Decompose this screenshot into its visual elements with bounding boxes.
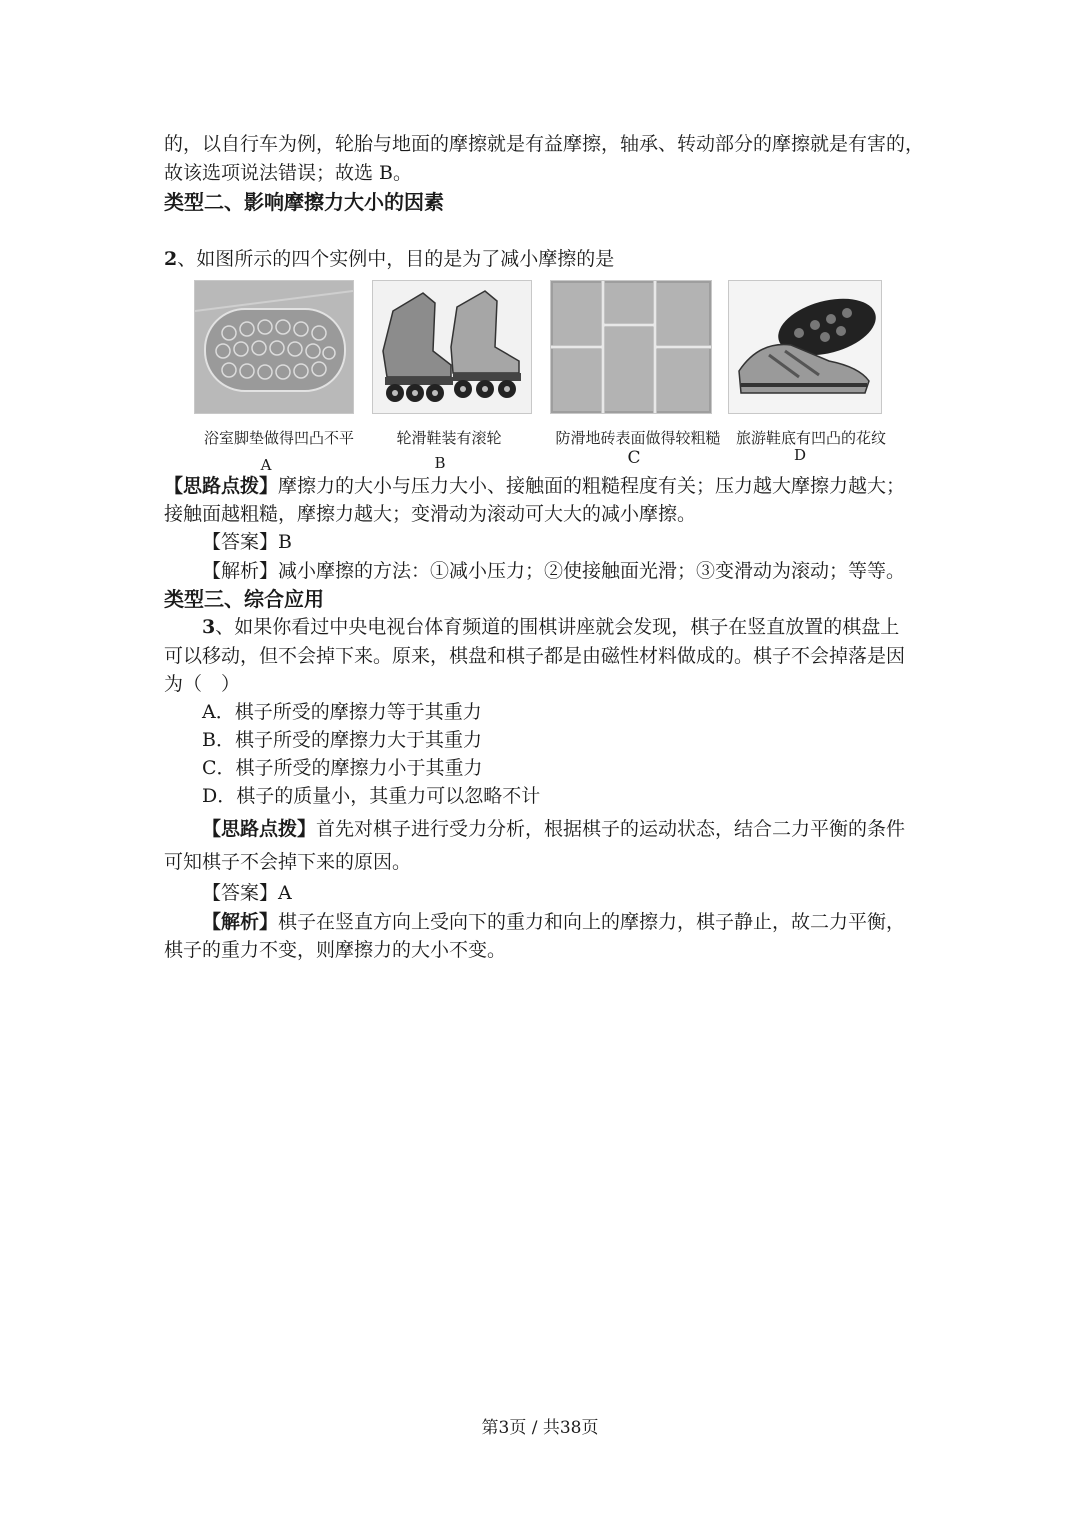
option-b: B．棋子所受的摩擦力大于其重力: [202, 729, 482, 751]
question-2: [164, 245, 924, 273]
caption-c: 防滑地砖表面做得较粗糙: [555, 429, 721, 447]
question-number: 2: [164, 248, 178, 270]
explanation-3-line2: 棋子的重力不变，则摩擦力的大小不变。: [164, 939, 507, 961]
answer-2: 【答案】B: [202, 531, 292, 553]
tip-2-line2: 接触面越粗糙，摩擦力越大；变滑动为滚动可大大的减小摩擦。: [164, 503, 697, 525]
question-2-figure: [190, 280, 890, 474]
explanation-tag: 【解析】: [202, 911, 279, 933]
caption-b: 轮滑鞋装有滚轮: [396, 429, 502, 447]
option-c: C．棋子所受的摩擦力小于其重力: [202, 757, 483, 779]
paragraph-line: 的，以自行车为例，轮胎与地面的摩擦就是有益摩擦，轴承、转动部分的摩擦就是有害的，: [164, 133, 925, 155]
question-3-line2: 可以移动，但不会掉下来。原来，棋盘和棋子都是由磁性材料做成的。棋子不会掉落是因: [164, 645, 906, 667]
bath-mat-image: [194, 280, 354, 414]
caption-d: 旅游鞋底有凹凸的花纹: [735, 429, 886, 447]
tip-tag: 【思路点拨】: [164, 475, 279, 497]
question-3-line1: 3、如果你看过中央电视台体育频道的围棋讲座就会发现，棋子在竖直放置的棋盘上: [202, 616, 900, 638]
question-3-line3: 为（ ）: [164, 673, 241, 695]
question-number: 3: [202, 616, 216, 638]
paragraph-line: 故该选项说法错误；故选 B。: [164, 162, 413, 184]
tip-3-line1: 【思路点拨】首先对棋子进行受力分析，根据棋子的运动状态，结合二力平衡的条件: [202, 818, 906, 840]
sneakers-image: [728, 280, 882, 414]
explanation-2: 【解析】减小摩擦的方法：①减小压力；②使接触面光滑；③变滑动为滚动；等等。: [202, 560, 906, 582]
caption-a: 浴室脚垫做得凹凸不平: [204, 429, 355, 447]
page-footer: 第3页 / 共38页: [481, 1418, 599, 1438]
roller-skates-image: [372, 280, 532, 414]
option-d: D．棋子的质量小，其重力可以忽略不计: [202, 785, 541, 807]
label-d: D: [793, 446, 807, 464]
answer-3: 【答案】A: [202, 882, 292, 904]
explanation-3-line1: 【解析】棋子在竖直方向上受向下的重力和向上的摩擦力，棋子静止，故二力平衡，: [202, 911, 906, 933]
section-heading-type2: 类型二、影响摩擦力大小的因素: [164, 190, 444, 214]
question-text: 、如图所示的四个实例中，目的是为了减小摩擦的是: [177, 248, 615, 270]
tip-tag: 【思路点拨】: [202, 818, 317, 840]
anti-slip-tiles-image: [550, 280, 712, 414]
option-a: A．棋子所受的摩擦力等于其重力: [202, 701, 482, 723]
tip-3-line2: 可知棋子不会掉下来的原因。: [164, 851, 412, 873]
label-b: B: [434, 454, 446, 472]
label-a: A: [260, 456, 272, 474]
label-c: C: [627, 448, 641, 468]
section-heading-type3: 类型三、综合应用: [164, 587, 324, 611]
tip-2-line1: 【思路点拨】摩擦力的大小与压力大小、接触面的粗糙程度有关；压力越大摩擦力越大；: [164, 475, 906, 497]
